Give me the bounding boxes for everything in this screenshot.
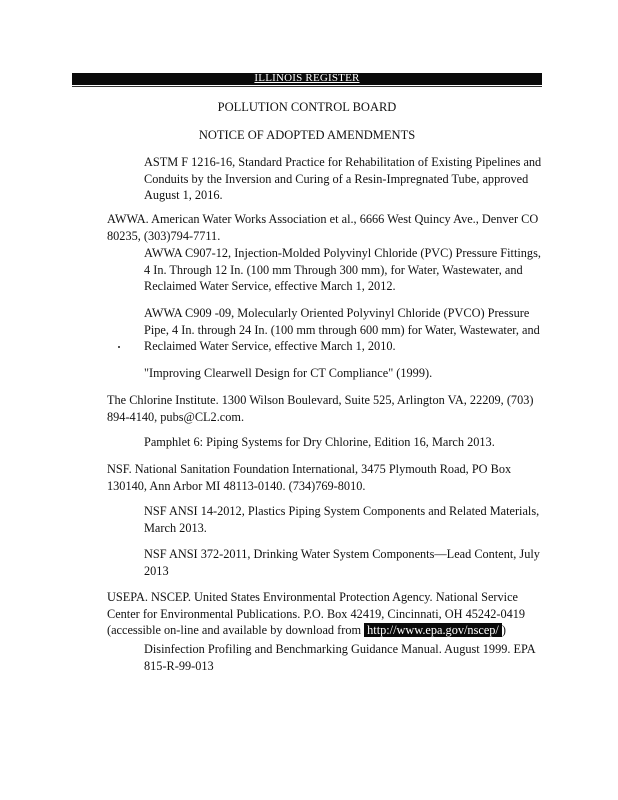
scan-mark (118, 346, 120, 348)
agency-heading: POLLUTION CONTROL BOARD (217, 100, 397, 114)
astm-entry: ASTM F 1216-16, Standard Practice for Rehabilitation of Existing Pipelines and Conduits by the Inversion and Curing of a Resin-Impregnated Tube, approved August 1, 2016. (144, 155, 542, 202)
awwa-c909-entry: AWWA C909 -09, Molecularly Oriented Polyvinyl Chloride (PVCO) Pressure Pipe, 4 In. through 24 In. (100 mm through 600 mm) for Water, Wastewater, and Reclaimed Water Service, effective March 1, 2010. (144, 306, 540, 353)
nscep-link[interactable]: http://www.epa.gov/nscep/ (364, 623, 502, 637)
header-rule (72, 86, 542, 87)
notice-heading: NOTICE OF ADOPTED AMENDMENTS (198, 128, 416, 142)
usepa-close: ) (501, 623, 506, 637)
awwa-c907-entry: AWWA C907-12, Injection-Molded Polyvinyl Chloride (PVC) Pressure Fittings, 4 In. Through 12 In. (100 mm Through 300 mm), for Water, Wastewater, and Reclaimed Water Service, effective March 1, 2012. (144, 246, 541, 293)
nsf14-entry: NSF ANSI 14-2012, Plastics Piping System Components and Related Materials, March 2013. (144, 504, 540, 535)
nsf-entry: NSF. National Sanitation Foundation International, 3475 Plymouth Road, PO Box 130140, Ann Arbor MI 48113-0140. (734)769-8010. (107, 462, 512, 493)
clearwell-entry: "Improving Clearwell Design for CT Compliance" (1999). (144, 366, 433, 380)
awwa-entry: AWWA. American Water Works Association et al., 6666 West Quincy Ave., Denver CO 80235, (303)794-7711. (107, 212, 539, 243)
disinfection-entry: Disinfection Profiling and Benchmarking Guidance Manual. August 1999. EPA 815-R-99-013 (144, 642, 535, 673)
register-title: ILLINOIS REGISTER (254, 72, 360, 84)
pamphlet-entry: Pamphlet 6: Piping Systems for Dry Chlorine, Edition 16, March 2013. (144, 435, 495, 449)
nsf372-entry: NSF ANSI 372-2011, Drinking Water System Components—Lead Content, July 2013 (144, 547, 540, 578)
usepa-entry (107, 589, 547, 639)
chlorine-institute-entry: The Chlorine Institute. 1300 Wilson Boulevard, Suite 525, Arlington VA, 22209, (703) 894-4140, pubs@CL2.com. (107, 393, 534, 424)
usepa-text: USEPA. NSCEP. United States Environmental Protection Agency. National Service Center for Environmental Publications. P.O. Box 42419, Cincinnati, OH 45242-0419 (accessible on-line and available by download from (107, 590, 526, 637)
